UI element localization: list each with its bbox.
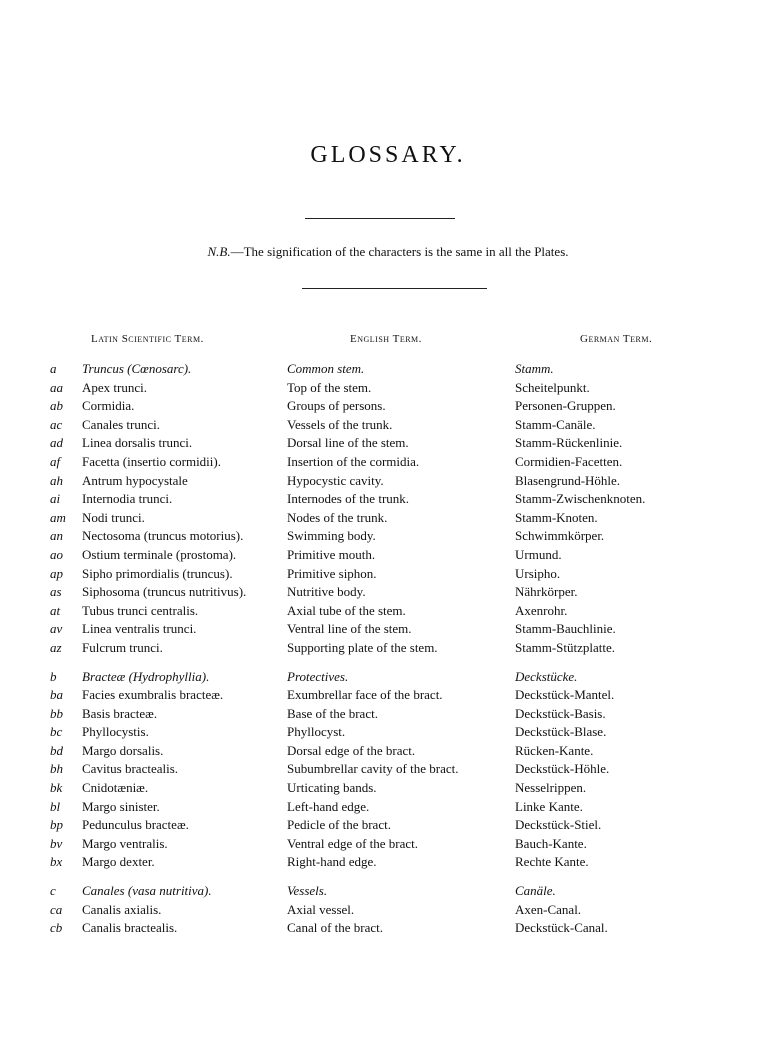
table-row xyxy=(0,620,776,639)
english-term: Swimming body. xyxy=(287,528,376,544)
table-row xyxy=(0,723,776,742)
table-row xyxy=(0,835,776,854)
german-term: Deckstück-Mantel. xyxy=(515,687,615,703)
english-term: Protectives. xyxy=(287,668,349,684)
table-row xyxy=(0,742,776,761)
table-row xyxy=(0,565,776,584)
german-term: Deckstück-Blase. xyxy=(515,724,607,740)
column-headers xyxy=(0,333,776,351)
english-term: Vessels. xyxy=(287,883,328,899)
english-term: Nodes of the trunk. xyxy=(287,509,388,525)
english-term: Phyllocyst. xyxy=(287,724,346,740)
german-term: Deckstück-Höhle. xyxy=(515,761,610,777)
latin-term: Linea ventralis trunci. xyxy=(82,621,197,637)
english-term: Common stem. xyxy=(287,361,365,376)
table-row xyxy=(0,583,776,602)
term-code: bk xyxy=(50,780,63,796)
english-term: Hypocystic cavity. xyxy=(287,472,384,488)
latin-term: Truncus (Cœnosarc). xyxy=(82,361,192,376)
nb-text: —The signification of the characters is the same in all the Plates. xyxy=(230,244,569,259)
term-code: am xyxy=(50,509,66,525)
german-term: Personen-Gruppen. xyxy=(515,398,616,414)
german-term: Ursipho. xyxy=(515,565,561,581)
latin-term: Cnidotæniæ. xyxy=(82,780,149,796)
term-code: b xyxy=(50,668,57,684)
latin-term: Internodia trunci. xyxy=(82,491,173,507)
english-term: Urticating bands. xyxy=(287,780,377,796)
latin-term: Canalis bractealis. xyxy=(82,920,178,936)
table-row xyxy=(0,816,776,835)
german-term: Stamm-Canäle. xyxy=(515,416,596,432)
latin-term: Canales (vasa nutritiva). xyxy=(82,883,212,899)
header-english: English Term. xyxy=(350,333,422,345)
english-term: Primitive siphon. xyxy=(287,565,377,581)
german-term: Stamm-Zwischenknoten. xyxy=(515,491,646,507)
german-term: Axen-Canal. xyxy=(515,901,582,917)
german-term: Linke Kante. xyxy=(515,798,583,814)
german-term: Deckstücke. xyxy=(515,668,578,684)
latin-term: Nectosoma (truncus motorius). xyxy=(82,528,244,544)
german-term: Deckstück-Basis. xyxy=(515,705,606,721)
latin-term: Facetta (insertio cormidii). xyxy=(82,453,221,469)
term-code: ap xyxy=(50,565,63,581)
latin-term: Cavitus bractealis. xyxy=(82,761,179,777)
note-divider xyxy=(302,288,487,289)
german-term: Rücken-Kante. xyxy=(515,742,594,758)
nb-note xyxy=(0,244,776,260)
german-term: Stamm-Rückenlinie. xyxy=(515,435,623,451)
latin-term: Phyllocystis. xyxy=(82,724,149,740)
header-latin: Latin Scientific Term. xyxy=(91,333,204,345)
latin-term: Bracteæ (Hydrophyllia). xyxy=(82,668,210,684)
english-term: Pedicle of the bract. xyxy=(287,817,391,833)
table-row xyxy=(0,490,776,509)
latin-term: Siphosoma (truncus nutritivus). xyxy=(82,584,247,600)
term-code: bl xyxy=(50,798,61,814)
latin-term: Nodi trunci. xyxy=(82,509,145,525)
latin-term: Sipho primordialis (truncus). xyxy=(82,565,233,581)
german-term: Stamm-Knoten. xyxy=(515,509,598,525)
latin-term: Fulcrum trunci. xyxy=(82,639,163,655)
latin-term: Margo ventralis. xyxy=(82,835,168,851)
german-term: Deckstück-Stiel. xyxy=(515,817,602,833)
german-term: Nesselrippen. xyxy=(515,780,587,796)
german-term: Canäle. xyxy=(515,883,556,899)
page-title: GLOSSARY. xyxy=(310,142,466,168)
latin-term: Basis bracteæ. xyxy=(82,705,158,721)
term-code: bd xyxy=(50,742,63,758)
term-code: an xyxy=(50,528,63,544)
header-german: German Term. xyxy=(580,333,653,345)
english-term: Subumbrellar cavity of the bract. xyxy=(287,761,459,777)
english-term: Ventral line of the stem. xyxy=(287,621,412,637)
term-code: az xyxy=(50,639,62,655)
latin-term: Canalis axialis. xyxy=(82,901,162,917)
nb-prefix: N.B. xyxy=(207,244,231,259)
table-row xyxy=(0,686,776,705)
glossary-table xyxy=(0,360,776,938)
table-row xyxy=(0,434,776,453)
table-row xyxy=(0,853,776,872)
german-term: Rechte Kante. xyxy=(515,854,589,870)
german-term: Blasengrund-Höhle. xyxy=(515,472,621,488)
german-term: Stamm-Bauchlinie. xyxy=(515,621,616,637)
table-row xyxy=(0,901,776,920)
term-code: bv xyxy=(50,835,63,851)
german-term: Urmund. xyxy=(515,546,562,562)
table-row xyxy=(0,760,776,779)
table-row xyxy=(0,379,776,398)
term-code: aa xyxy=(50,379,63,395)
latin-term: Ostium terminale (prostoma). xyxy=(82,546,237,562)
term-code: ca xyxy=(50,901,63,917)
table-row xyxy=(0,639,776,658)
term-code: bp xyxy=(50,817,63,833)
table-row xyxy=(0,705,776,724)
english-term: Canal of the bract. xyxy=(287,920,384,936)
table-row xyxy=(0,416,776,435)
english-term: Axial tube of the stem. xyxy=(287,602,406,618)
title-divider xyxy=(305,218,455,219)
term-code: av xyxy=(50,621,63,637)
term-code: ah xyxy=(50,472,63,488)
section-heading-row xyxy=(0,360,776,379)
latin-term: Apex trunci. xyxy=(82,379,147,395)
english-term: Dorsal line of the stem. xyxy=(287,435,409,451)
latin-term: Canales trunci. xyxy=(82,416,160,432)
term-code: bb xyxy=(50,705,63,721)
english-term: Insertion of the cormidia. xyxy=(287,453,420,469)
table-row xyxy=(0,527,776,546)
table-row xyxy=(0,602,776,621)
german-term: Stamm. xyxy=(515,361,554,376)
term-code: ac xyxy=(50,416,63,432)
german-term: Stamm-Stützplatte. xyxy=(515,639,616,655)
term-code: ad xyxy=(50,435,63,451)
english-term: Groups of persons. xyxy=(287,398,386,414)
latin-term: Cormidia. xyxy=(82,398,135,414)
table-row xyxy=(0,919,776,938)
latin-term: Pedunculus bracteæ. xyxy=(82,817,189,833)
english-term: Internodes of the trunk. xyxy=(287,491,410,507)
term-code: at xyxy=(50,602,61,618)
latin-term: Margo dorsalis. xyxy=(82,742,164,758)
german-term: Nährkörper. xyxy=(515,584,578,600)
english-term: Top of the stem. xyxy=(287,379,372,395)
german-term: Bauch-Kante. xyxy=(515,835,587,851)
english-term: Exumbrellar face of the bract. xyxy=(287,687,443,703)
term-code: ai xyxy=(50,491,61,507)
english-term: Dorsal edge of the bract. xyxy=(287,742,416,758)
english-term: Ventral edge of the bract. xyxy=(287,835,419,851)
term-code: a xyxy=(50,361,57,376)
term-code: bh xyxy=(50,761,63,777)
german-term: Deckstück-Canal. xyxy=(515,920,608,936)
section-heading-row xyxy=(0,668,776,687)
latin-term: Tubus trunci centralis. xyxy=(82,602,199,618)
table-row xyxy=(0,798,776,817)
english-term: Left-hand edge. xyxy=(287,798,370,814)
table-row xyxy=(0,472,776,491)
table-row xyxy=(0,509,776,528)
table-row xyxy=(0,453,776,472)
english-term: Axial vessel. xyxy=(287,901,355,917)
term-code: bc xyxy=(50,724,63,740)
term-code: cb xyxy=(50,920,63,936)
latin-term: Margo dexter. xyxy=(82,854,155,870)
term-code: bx xyxy=(50,854,63,870)
latin-term: Facies exumbralis bracteæ. xyxy=(82,687,224,703)
latin-term: Margo sinister. xyxy=(82,798,160,814)
english-term: Nutritive body. xyxy=(287,584,366,600)
german-term: Cormidien-Facetten. xyxy=(515,453,623,469)
term-code: af xyxy=(50,453,61,469)
term-code: ba xyxy=(50,687,63,703)
german-term: Schwimmkörper. xyxy=(515,528,605,544)
table-row xyxy=(0,397,776,416)
english-term: Base of the bract. xyxy=(287,705,378,721)
latin-term: Linea dorsalis trunci. xyxy=(82,435,193,451)
term-code: c xyxy=(50,883,56,899)
english-term: Supporting plate of the stem. xyxy=(287,639,438,655)
term-code: as xyxy=(50,584,62,600)
english-term: Primitive mouth. xyxy=(287,546,376,562)
latin-term: Antrum hypocystale xyxy=(82,472,188,488)
table-row xyxy=(0,546,776,565)
term-code: ab xyxy=(50,398,63,414)
german-term: Scheitelpunkt. xyxy=(515,379,590,395)
term-code: ao xyxy=(50,546,63,562)
english-term: Vessels of the trunk. xyxy=(287,416,393,432)
table-row xyxy=(0,779,776,798)
german-term: Axenrohr. xyxy=(515,602,568,618)
english-term: Right-hand edge. xyxy=(287,854,377,870)
section-heading-row xyxy=(0,882,776,901)
